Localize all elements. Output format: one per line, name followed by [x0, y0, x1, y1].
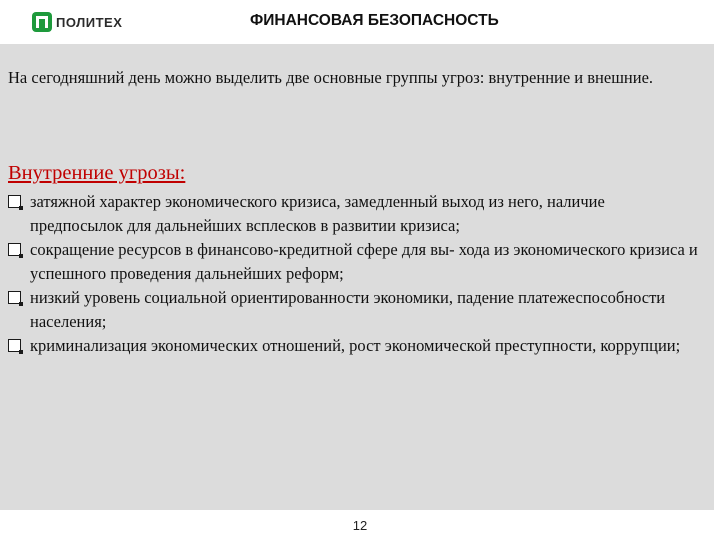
list-item-text: криминализация экономических отношений, рост экономической преступности, коррупции;	[30, 336, 681, 355]
list-item-text: затяжной характер экономического кризиса, замедленный выход из него, наличие предпосылок для дальнейших всплесков в развитии кризиса;	[30, 192, 605, 235]
slide-footer	[0, 510, 720, 540]
slide-header	[0, 0, 720, 44]
checkbox-icon	[8, 243, 21, 256]
page-title: ФИНАНСОВАЯ БЕЗОПАСНОСТЬ	[250, 12, 499, 29]
checkbox-icon	[8, 339, 21, 352]
list-item-text: сокращение ресурсов в финансово-кредитной сфере для вы- хода из экономического кризиса и успешного проведения дальнейших реформ;	[30, 240, 698, 283]
list-item-text: низкий уровень социальной ориентированности экономики, падение платежеспособности населения;	[30, 288, 666, 331]
list-item	[8, 334, 698, 358]
intro-text: На сегодняшний день можно выделить две основные группы угроз: внутренние и внешние.	[8, 68, 654, 87]
list-item	[8, 238, 698, 286]
politech-logo-icon	[32, 12, 52, 32]
checkbox-icon	[8, 195, 21, 208]
page-number: 12	[352, 518, 368, 533]
logo-text: ПОЛИТЕХ	[56, 14, 123, 30]
checkbox-icon	[8, 291, 21, 304]
list-item	[8, 190, 698, 238]
threat-list	[8, 190, 698, 358]
logo	[32, 11, 122, 33]
list-item	[8, 286, 698, 334]
section-heading: Внутренние угрозы:	[8, 162, 186, 184]
content-panel	[0, 44, 714, 510]
